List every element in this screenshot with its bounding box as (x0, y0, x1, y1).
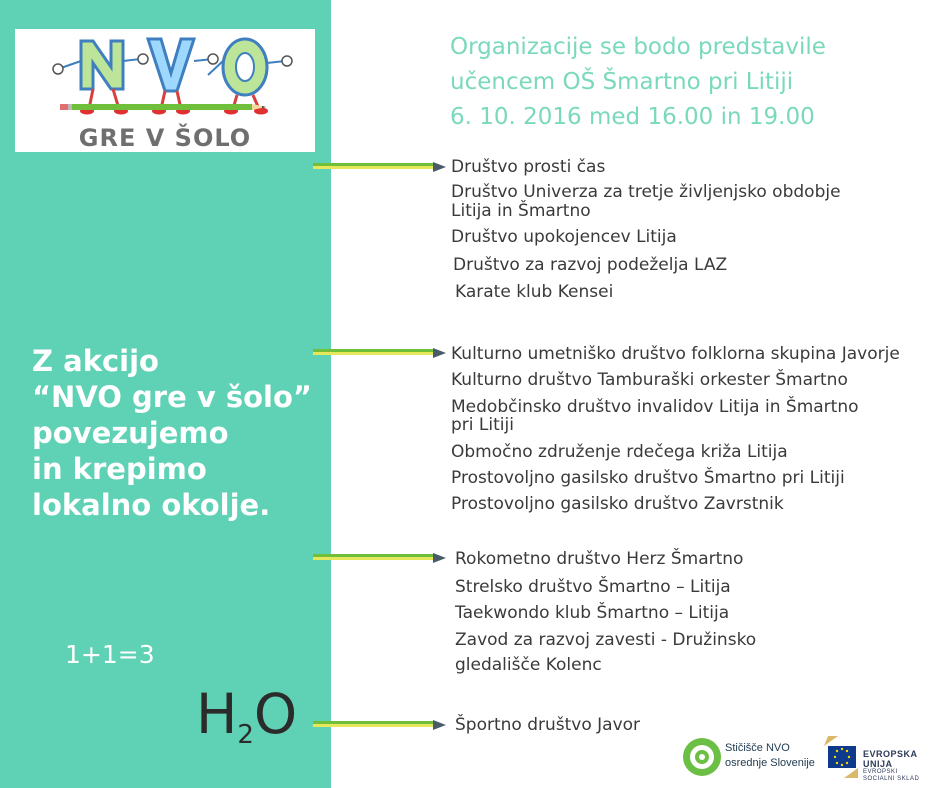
organization-item: Društvo upokojencev Litija (451, 227, 677, 247)
sticisce-nvo-label (725, 741, 815, 771)
slogan-line: lokalno okolje. (32, 488, 271, 522)
arrow-icon (313, 551, 446, 565)
eu-line: EVROPSKI (863, 769, 898, 775)
organization-item: Prostovoljno gasilsko društvo Zavrstnik (451, 494, 784, 514)
nvo-line: Stičišče NVO (725, 742, 790, 754)
eu-flag-icon (824, 736, 858, 778)
eu-line: EVROPSKA UNIJA (863, 749, 918, 769)
h2o-o: O (253, 682, 296, 746)
slogan-line: in krepimo (32, 452, 207, 486)
organization-item: Litija in Šmartno (451, 201, 591, 221)
organization-item: pri Litiji (451, 415, 514, 435)
slogan-line: povezujemo (32, 416, 229, 450)
nvo-gre-v-solo-logo (15, 29, 315, 152)
arrow-icon (313, 718, 446, 732)
organization-item: Strelsko društvo Šmartno – Litija (455, 577, 731, 597)
organization-item: Območno združenje rdečega križa Litija (451, 442, 788, 462)
slogan (32, 343, 332, 523)
organization-item: Kulturno umetniško društvo folklorna skupina Javorje (451, 344, 900, 364)
left-panel (0, 0, 331, 788)
organization-item: Društvo Univerza za tretje življenjsko obdobje (451, 182, 841, 202)
arrow-icon (313, 346, 446, 360)
h2o-formula (196, 684, 295, 765)
organization-item: Rokometno društvo Herz Šmartno (455, 549, 744, 569)
organization-item: Karate klub Kensei (455, 282, 614, 302)
h2o-sub: 2 (237, 720, 252, 750)
organization-item: Društvo prosti čas (451, 157, 606, 177)
header-line: Organizacije se bodo predstavile (450, 34, 826, 60)
slogan-line: Z akcijo (32, 344, 159, 378)
sticisce-nvo-logo-icon (682, 737, 722, 777)
pencil-icon (60, 102, 270, 112)
event-header (450, 30, 826, 135)
nvo-line: osrednje Slovenije (725, 757, 815, 769)
eu-label (863, 749, 940, 783)
eu-line: SOCIALNI SKLAD (863, 776, 920, 782)
organization-item: Kulturno društvo Tamburaški orkester Šmartno (451, 370, 848, 390)
formula-text: 1+1=3 (65, 640, 155, 669)
organization-item: Taekwondo klub Šmartno – Litija (455, 603, 730, 623)
header-line: učencem OŠ Šmartno pri Litiji (450, 69, 794, 95)
organization-item: Društvo za razvoj podeželja LAZ (453, 255, 728, 275)
organization-item: Športno društvo Javor (455, 715, 641, 735)
organization-item: gledališče Kolenc (455, 655, 602, 675)
organization-item: Zavod za razvoj zavesti - Družinsko (455, 630, 757, 650)
organization-item: Prostovoljno gasilsko društvo Šmartno pri Litiji (451, 468, 845, 488)
arrow-icon (313, 160, 446, 174)
logo-tagline: GRE V ŠOLO (78, 124, 252, 152)
organization-item: Medobčinsko društvo invalidov Litija in Šmartno (451, 397, 859, 417)
h2o-h: H (196, 682, 236, 746)
header-line: 6. 10. 2016 med 16.00 in 19.00 (450, 104, 815, 130)
slogan-line: “NVO gre v šolo” (32, 380, 312, 414)
